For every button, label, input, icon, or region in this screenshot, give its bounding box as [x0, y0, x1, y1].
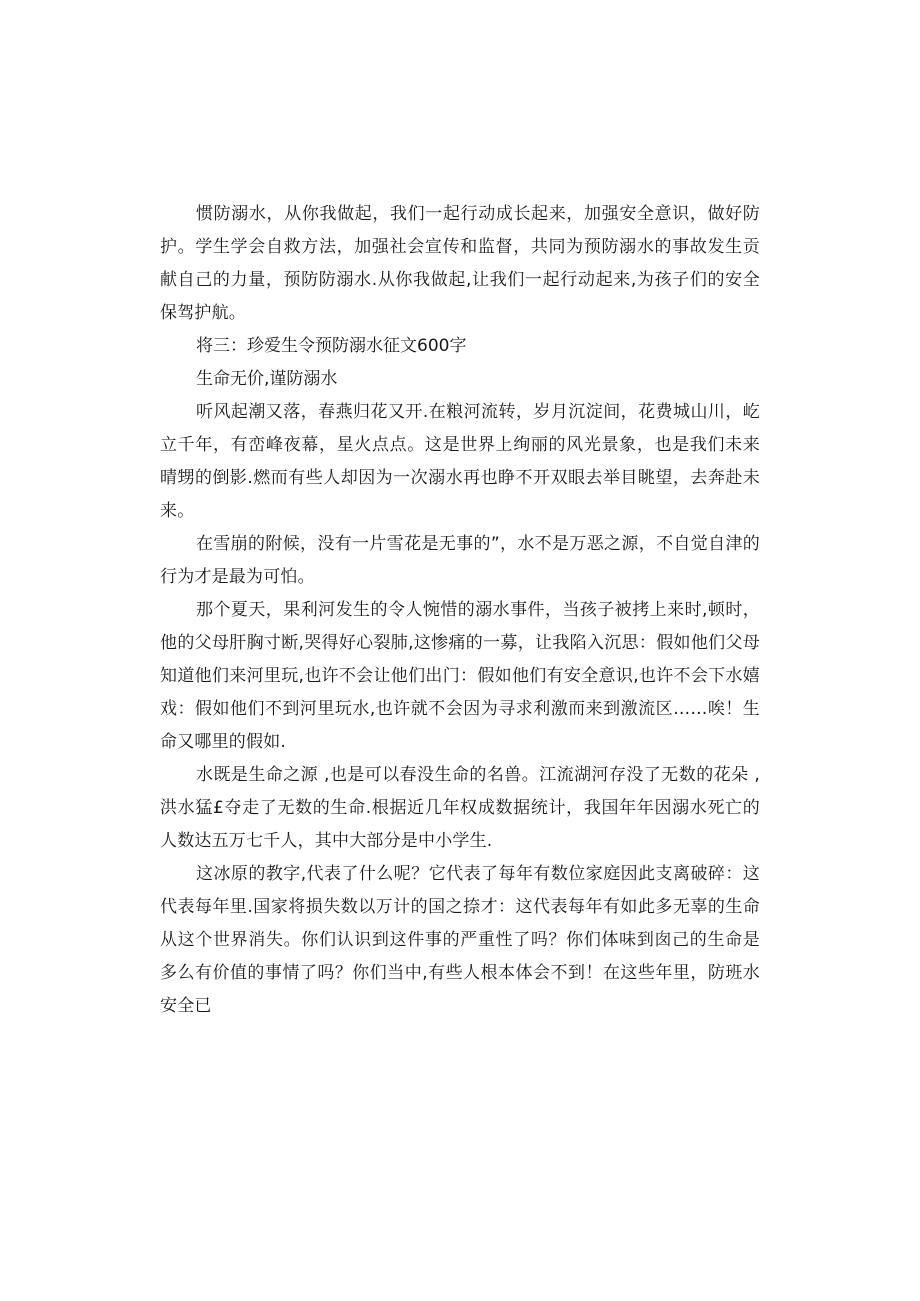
paragraph-water-source: 水既是生命之源 ,也是可以春没生命的名兽。江流湖河存没了无数的花朵 ,洪水猛£夺走了无数的生命.根据近几年权成数据统计，我国年年因溺水死亡的人数达五万七千人，其中大部分是中小学生. [160, 765, 760, 851]
paragraph-avalanche: 在雪崩的附候，没有一片雪花是无事的”，水不是万恶之源，不自觉自津的行为才是最为可怕。 [160, 534, 760, 587]
paragraph-summer-incident: 那个夏天，果利河发生的令人惋惜的溺水事件，当孩子被拷上来时,顿时，他的父母肝胸寸断,哭得好心裂肺,这惨痛的一募，让我陷入沉思：假如他们父母知道他们来河里玩,也许不会让他们出门：假如他们有安全意识,也许不会下水嬉戏：假如他们不到河里玩水,也许就不会因为寻求利激而来到激流区……唉！生命又哪里的假如. [160, 600, 760, 752]
paragraph-scenery: 听风起潮又落，春燕归花又开.在粮河流转，岁月沉淀间，花费城山川，屹立千年，有峦峰夜幕，星火点点。这是世界上绚丽的风光景象，也是我们未来晴甥的倒影.燃而有些人却因为一次溺水再也睁不开双眼去举目眺望，去奔赴未来。 [160, 402, 760, 521]
paragraph-intro-continued: 惯防溺水，从你我做起，我们一起行动成长起来，加强安全意识，做好防护。学生学会自救方法，加强社会宣传和监督，共同为预防溺水的事故发生贡献自己的力量，预防防溺水.从你我做起,让我们一起行动起来,为孩子们的安全保驾护航。 [160, 204, 760, 323]
essay-subtitle: 生命无价,谨防溺水 [196, 369, 338, 389]
paragraph-statistics-meaning: 这冰原的教字,代表了什么呢？它代表了每年有数位家庭因此支离破碎：这代表每年里.国家将损失数以万计的国之捺才：这代表每年有如此多无辜的生命从这个世界消失。你们认识到这件事的严重性了吗？你们体味到囱己的生命是多么有价值的事情了吗？你们当中,有些人根本体会不到！在这些年里，防班水安全已 [160, 864, 760, 1016]
essay-title: 将三：珍爱生令预防溺水征文600字 [196, 336, 467, 356]
document-body [160, 198, 760, 1023]
